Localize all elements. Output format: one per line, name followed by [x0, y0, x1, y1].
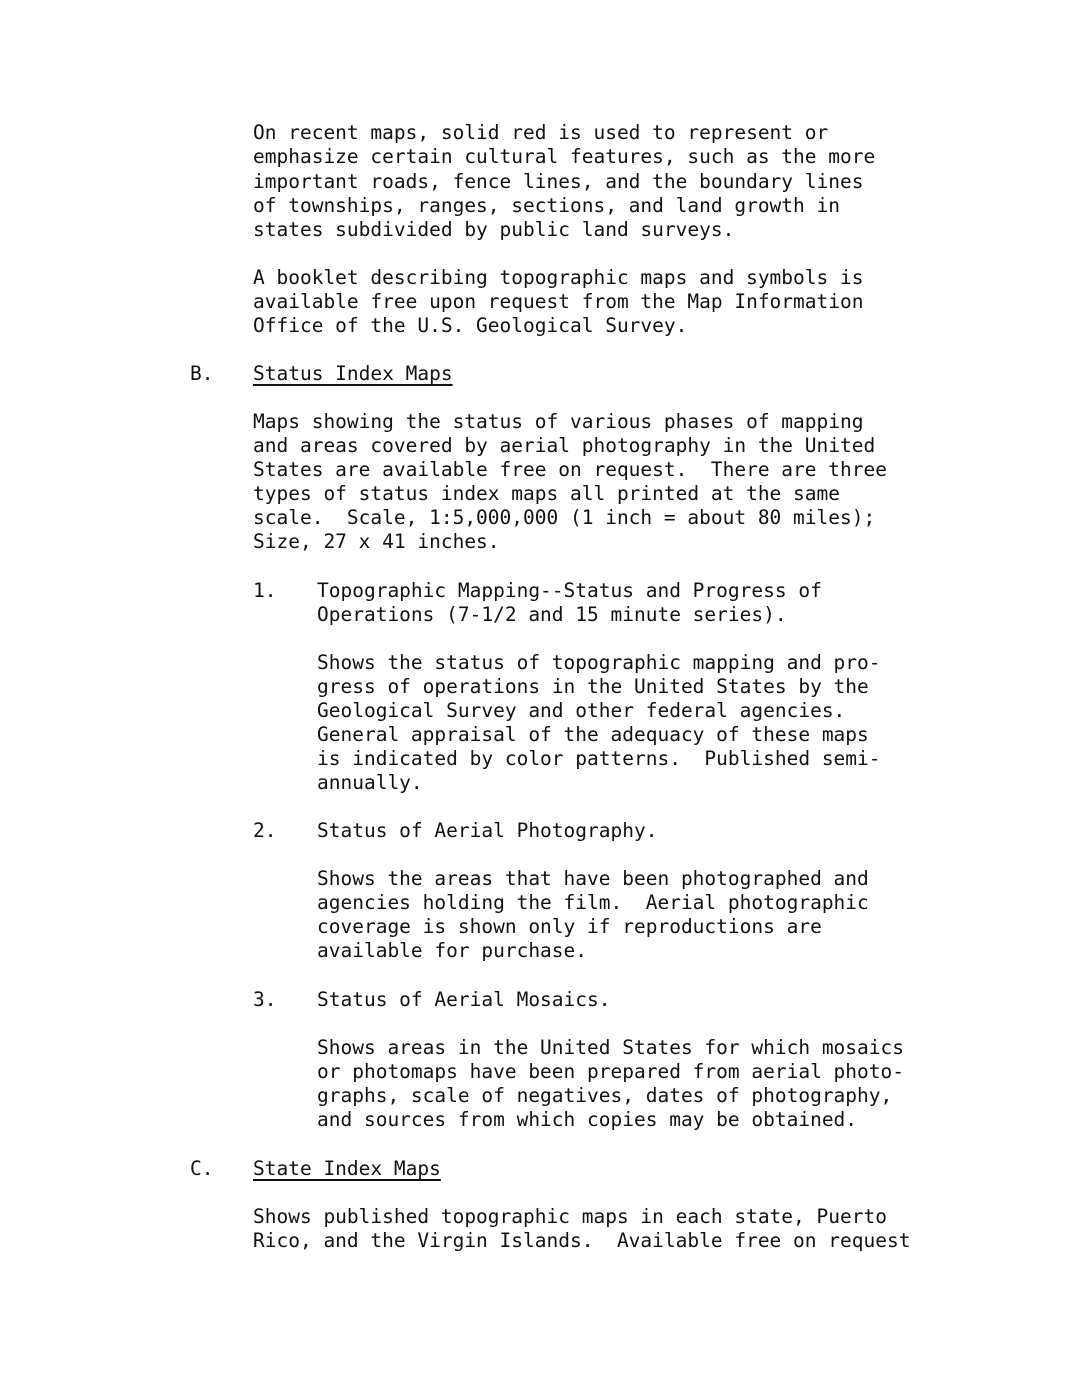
text-line: available for purchase. — [317, 939, 588, 962]
item-title: Status of Aerial Photography. — [317, 819, 658, 842]
text-line: is indicated by color patterns. Published semi- — [317, 747, 881, 770]
item-number: 1. — [253, 579, 277, 602]
text-line: annually. — [317, 771, 423, 794]
item-number: 2. — [253, 819, 277, 842]
text-line: important roads, fence lines, and the boundary lines — [253, 170, 864, 193]
text-line: Geological Survey and other federal agencies. — [317, 699, 846, 722]
section-heading: State Index Maps — [253, 1157, 441, 1180]
text-line: On recent maps, solid red is used to represent or — [253, 121, 829, 144]
text-line: and sources from which copies may be obtained. — [317, 1108, 858, 1131]
item-title: Operations (7-1/2 and 15 minute series). — [317, 603, 787, 626]
text-line: states subdivided by public land surveys. — [253, 218, 735, 241]
text-line: of townships, ranges, sections, and land growth in — [253, 194, 840, 217]
text-line: agencies holding the film. Aerial photographic — [317, 891, 869, 914]
text-line: Shows areas in the United States for which mosaics — [317, 1036, 904, 1059]
text-line: General appraisal of the adequacy of these maps — [317, 723, 869, 746]
text-line: Size, 27 x 41 inches. — [253, 530, 500, 553]
text-line: scale. Scale, 1:5,000,000 (1 inch = about 80 miles); — [253, 506, 876, 529]
text-line: gress of operations in the United States by the — [317, 675, 869, 698]
section-heading: Status Index Maps — [253, 362, 453, 385]
text-line: emphasize certain cultural features, such as the more — [253, 145, 876, 168]
text-line: coverage is shown only if reproductions are — [317, 915, 822, 938]
text-line: Shows the status of topographic mapping and pro- — [317, 651, 881, 674]
text-line: and areas covered by aerial photography in the United — [253, 434, 876, 457]
text-line: types of status index maps all printed at the same — [253, 482, 840, 505]
section-marker: C. — [190, 1157, 214, 1180]
item-title: Status of Aerial Mosaics. — [317, 988, 611, 1011]
text-line: graphs, scale of negatives, dates of photography, — [317, 1084, 893, 1107]
text-line: Shows the areas that have been photographed and — [317, 867, 869, 890]
text-line: Rico, and the Virgin Islands. Available free on request — [253, 1229, 911, 1252]
text-line: A booklet describing topographic maps and symbols is — [253, 266, 864, 289]
text-line: Shows published topographic maps in each state, Puerto — [253, 1205, 887, 1228]
item-number: 3. — [253, 988, 277, 1011]
text-line: Office of the U.S. Geological Survey. — [253, 314, 688, 337]
section-marker: B. — [190, 362, 214, 385]
text-line: or photomaps have been prepared from aerial photo- — [317, 1060, 904, 1083]
item-title: Topographic Mapping--Status and Progress of — [317, 579, 822, 602]
text-line: available free upon request from the Map Information — [253, 290, 864, 313]
text-line: States are available free on request. There are three — [253, 458, 887, 481]
text-line: Maps showing the status of various phases of mapping — [253, 410, 864, 433]
